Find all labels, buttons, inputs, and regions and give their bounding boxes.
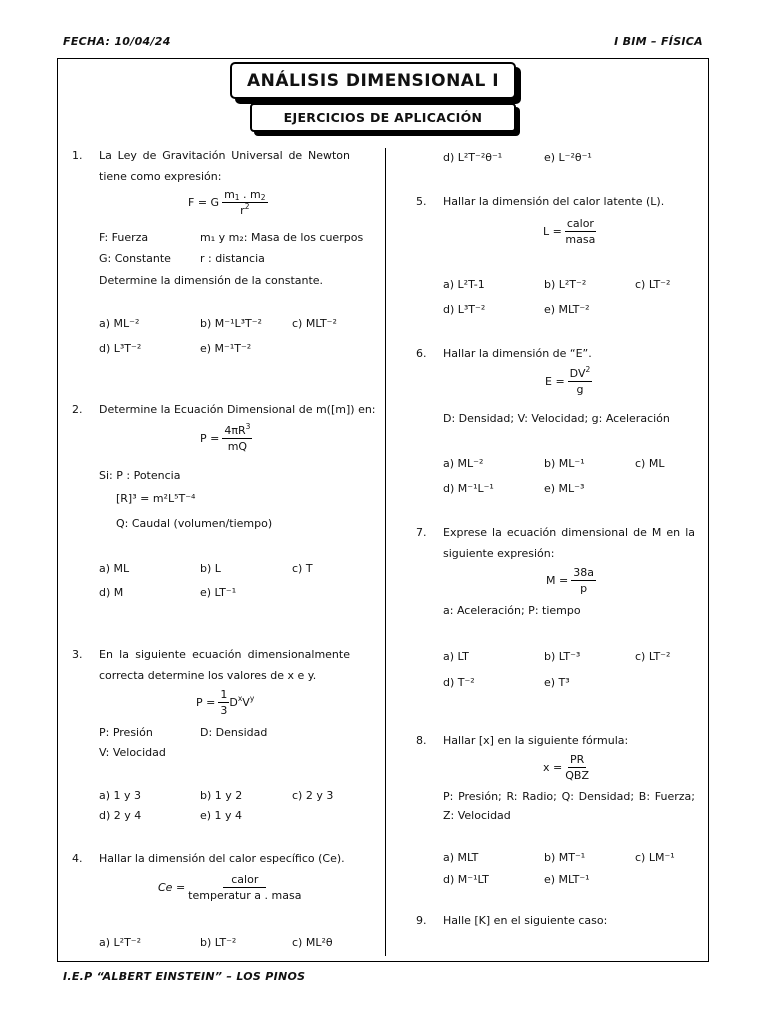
question-text: Halle [K] en el siguiente caso: — [443, 914, 608, 927]
option-a[interactable]: a) ML⁻² — [99, 317, 140, 330]
question-text: correcta determine los valores de x e y. — [99, 669, 317, 682]
variable-def: V: Velocidad — [99, 746, 166, 759]
formula: F = G $m_1$ . $m_2$ $r^2$ — [188, 188, 266, 217]
formula: E = $\frac{DV^2}{g}$ — [545, 365, 591, 396]
formula: P = $\frac{1}{3}$ $D^xV^y$ — [196, 688, 255, 717]
variable-def: P: Presión — [99, 726, 153, 739]
question-text: Hallar la dimensión de “E”. — [443, 347, 592, 360]
question-number: 9. — [416, 914, 427, 927]
option-c[interactable]: c) LT⁻² — [635, 278, 671, 291]
option-b[interactable]: b) 1 y 2 — [200, 789, 243, 802]
option-c[interactable]: c) ML²θ — [292, 936, 333, 949]
option-c[interactable]: c) T — [292, 562, 313, 575]
option-c[interactable]: c) MLT⁻² — [292, 317, 337, 330]
variable-def: a: Aceleración; P: tiempo — [443, 604, 581, 617]
question-number: 3. — [72, 648, 83, 661]
option-d[interactable]: d) T⁻² — [443, 676, 475, 689]
option-e[interactable]: e) LT⁻¹ — [200, 586, 237, 599]
variable-def: m₁ y m₂: Masa de los cuerpos — [200, 231, 364, 244]
variable-def: D: Densidad; V: Velocidad; g: Aceleración — [443, 412, 670, 425]
question-number: 4. — [72, 852, 83, 865]
option-c[interactable]: c) LM⁻¹ — [635, 851, 675, 864]
option-d[interactable]: d) M⁻¹L⁻¹ — [443, 482, 494, 495]
option-b[interactable]: b) LT⁻² — [200, 936, 237, 949]
option-e[interactable]: e) M⁻¹T⁻² — [200, 342, 252, 355]
formula: L = calor masa — [543, 217, 596, 246]
question-text: Exprese la ecuación dimensional de M en la — [443, 526, 695, 539]
variable-def: G: Constante — [99, 252, 171, 265]
question-text: Hallar [x] en la siguiente fórmula: — [443, 734, 629, 747]
option-a[interactable]: a) L²T⁻² — [99, 936, 142, 949]
header-course: I BIM – FÍSICA — [614, 35, 703, 48]
option-c[interactable]: c) LT⁻² — [635, 650, 671, 663]
question-text: En la siguiente ecuación dimensionalmente — [99, 648, 350, 661]
question-text: siguiente expresión: — [443, 547, 555, 560]
question-number: 6. — [416, 347, 427, 360]
variable-def: r : distancia — [200, 252, 265, 265]
formula: M = $\frac{38a}{p}$ — [546, 566, 594, 595]
variable-def: Q: Caudal (volumen/tiempo) — [116, 517, 273, 530]
variable-def: D: Densidad — [200, 726, 268, 739]
option-b[interactable]: b) L — [200, 562, 221, 575]
option-b[interactable]: b) MT⁻¹ — [544, 851, 586, 864]
option-a[interactable]: a) MLT — [443, 851, 479, 864]
column-divider — [385, 148, 386, 956]
option-b[interactable]: b) LT⁻³ — [544, 650, 581, 663]
option-e[interactable]: e) ML⁻³ — [544, 482, 585, 495]
question-text: Hallar la dimensión del calor latente (L). — [443, 195, 665, 208]
option-e[interactable]: e) L⁻²θ⁻¹ — [544, 151, 592, 164]
page-frame — [57, 58, 709, 962]
option-d[interactable]: d) L³T⁻² — [443, 303, 486, 316]
option-a[interactable]: a) 1 y 3 — [99, 789, 142, 802]
option-a[interactable]: a) ML — [99, 562, 130, 575]
option-d[interactable]: d) M — [99, 586, 124, 599]
option-a[interactable]: a) L²T-1 — [443, 278, 485, 291]
page-subtitle: EJERCICIOS DE APLICACIÓN — [250, 103, 516, 132]
option-b[interactable]: b) L²T⁻² — [544, 278, 587, 291]
option-d[interactable]: d) L³T⁻² — [99, 342, 142, 355]
question-number: 5. — [416, 195, 427, 208]
option-e[interactable]: e) MLT⁻² — [544, 303, 590, 316]
variable-def: [R]³ = m²L⁵T⁻⁴ — [116, 492, 196, 505]
option-c[interactable]: c) ML — [635, 457, 665, 470]
formula: Ce = calor temperatur a . masa — [158, 873, 302, 902]
question-text: La Ley de Gravitación Universal de Newton — [99, 149, 350, 162]
formula: P = $\frac{4\pi R^3}{mQ}$ — [200, 422, 251, 453]
header-date: FECHA: 10/04/24 — [63, 35, 171, 48]
option-a[interactable]: a) LT — [443, 650, 469, 663]
variable-def: Z: Velocidad — [443, 809, 511, 822]
question-number: 1. — [72, 149, 83, 162]
option-e[interactable]: e) 1 y 4 — [200, 809, 243, 822]
variable-def: Si: P : Potencia — [99, 469, 181, 482]
option-d[interactable]: d) 2 y 4 — [99, 809, 142, 822]
question-text: Determine la Ecuación Dimensional de m([m]) en: — [99, 403, 376, 416]
variable-def: P: Presión; R: Radio; Q: Densidad; B: Fuerza; — [443, 790, 695, 803]
question-number: 7. — [416, 526, 427, 539]
option-b[interactable]: b) M⁻¹L³T⁻² — [200, 317, 262, 330]
option-d[interactable]: d) M⁻¹LT — [443, 873, 489, 886]
option-d[interactable]: d) L²T⁻²θ⁻¹ — [443, 151, 503, 164]
variable-def: F: Fuerza — [99, 231, 149, 244]
question-number: 2. — [72, 403, 83, 416]
option-e[interactable]: e) MLT⁻¹ — [544, 873, 590, 886]
option-b[interactable]: b) ML⁻¹ — [544, 457, 585, 470]
question-number: 8. — [416, 734, 427, 747]
option-a[interactable]: a) ML⁻² — [443, 457, 484, 470]
question-text: tiene como expresión: — [99, 170, 222, 183]
footer-school: I.E.P “ALBERT EINSTEIN” – LOS PINOS — [63, 970, 306, 983]
page-title: ANÁLISIS DIMENSIONAL I — [230, 62, 516, 99]
question-instruction: Determine la dimensión de la constante. — [99, 274, 324, 287]
question-text: Hallar la dimensión del calor específico (Ce). — [99, 852, 345, 865]
option-c[interactable]: c) 2 y 3 — [292, 789, 334, 802]
formula: x = PR QBZ — [543, 753, 589, 782]
option-e[interactable]: e) T³ — [544, 676, 570, 689]
